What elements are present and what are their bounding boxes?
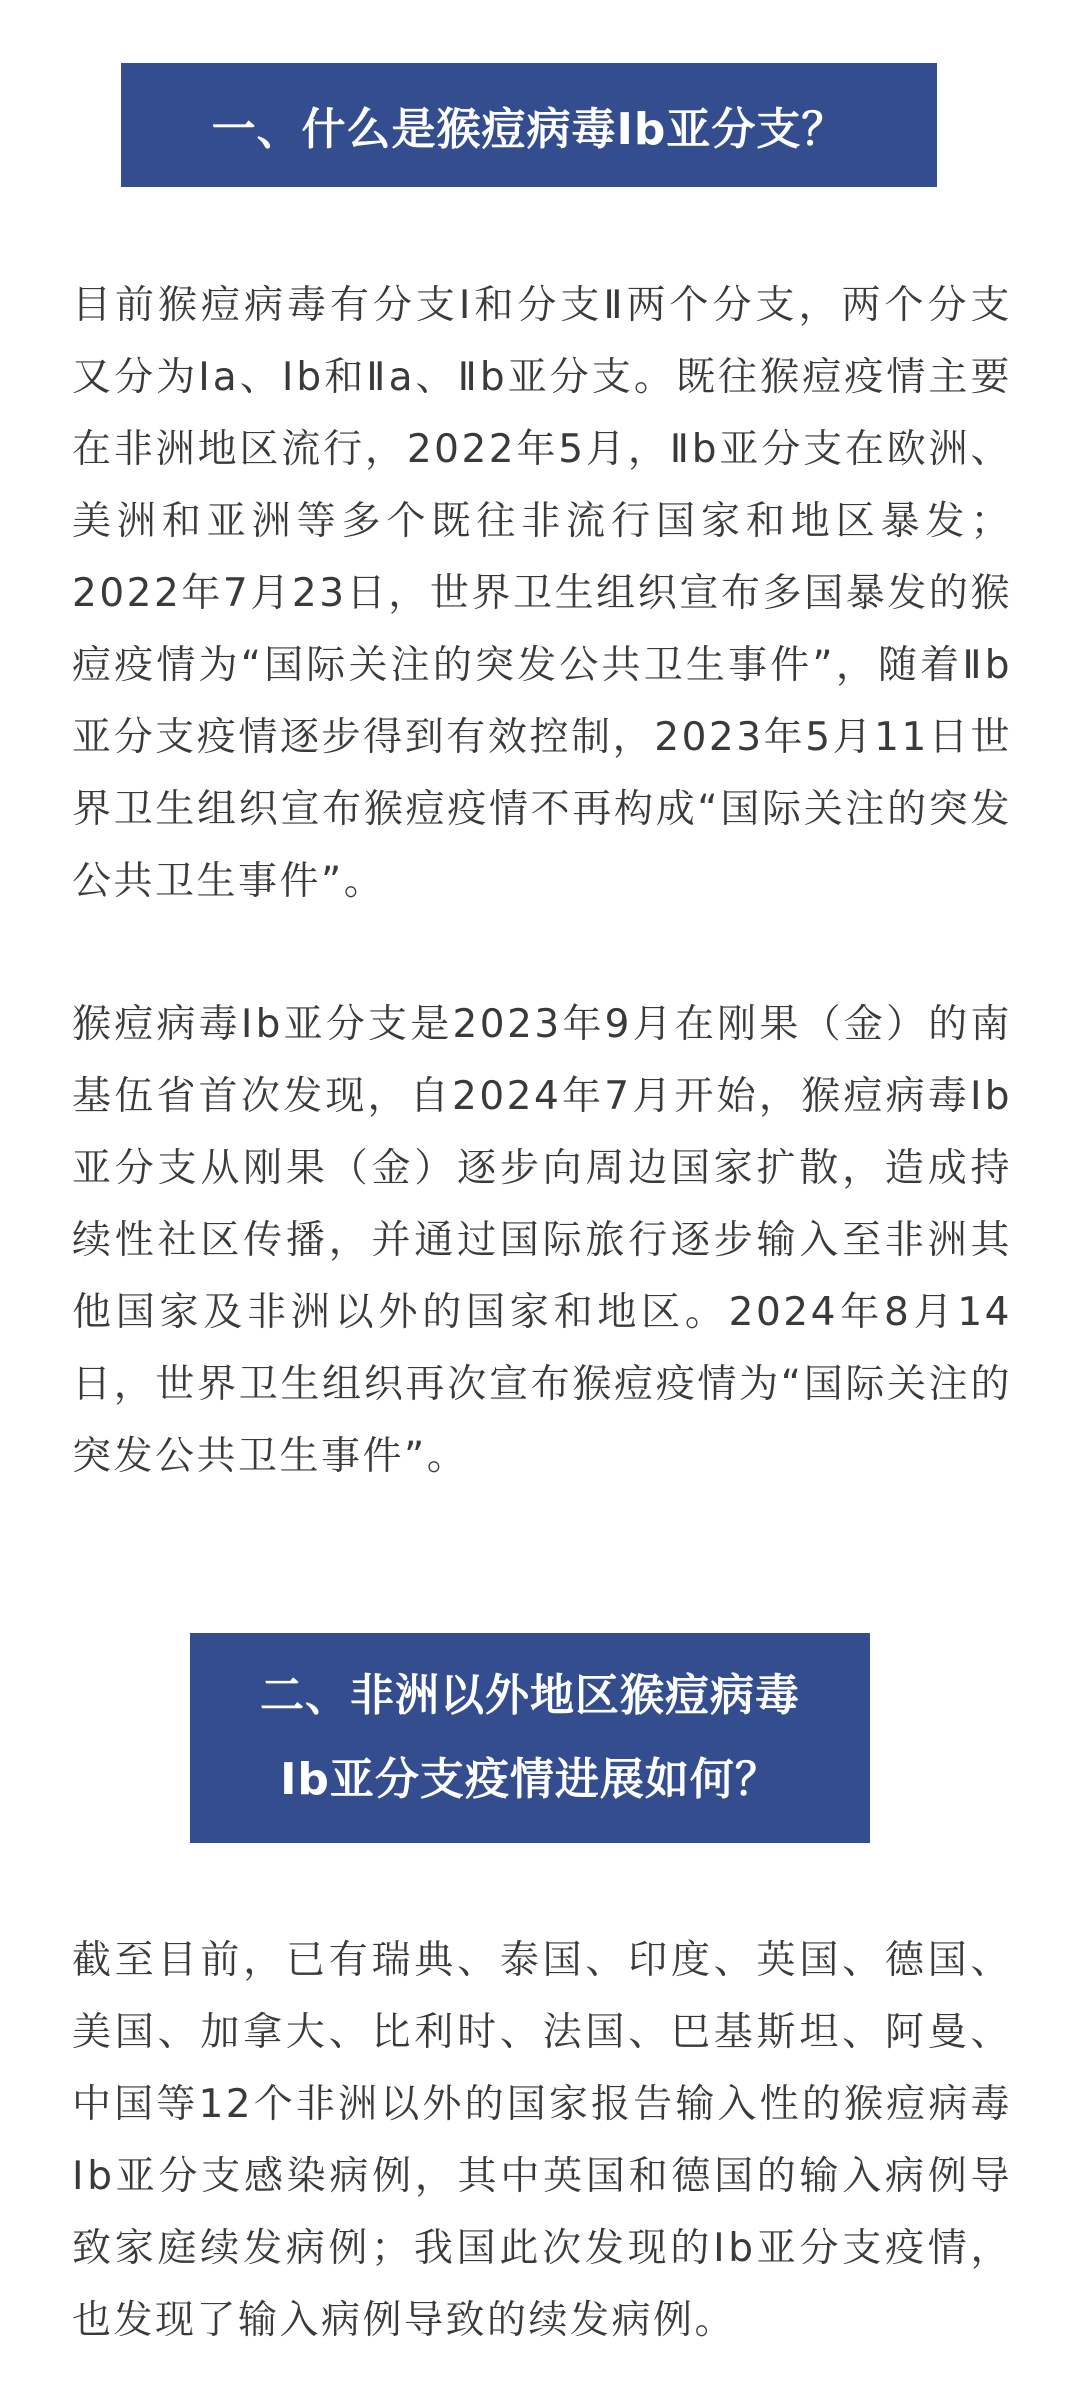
section-heading-2-line-1: 二、非洲以外地区猴痘病毒 bbox=[260, 1670, 800, 1721]
section-heading-1-text: 一、什么是猴痘病毒Ⅰb亚分支？ bbox=[211, 104, 847, 155]
section-heading-2-line-2: Ⅰb亚分支疫情进展如何？ bbox=[280, 1754, 780, 1805]
section-2-paragraph-1: 截至目前，已有瑞典、泰国、印度、英国、德国、美国、加拿大、比利时、法国、巴基斯坦、阿曼、中国等12个非洲以外的国家报告输入性的猴痘病毒Ⅰb亚分支感染病例，其中英国和德国的输入病例导致家庭续发病例；我国此次发现的Ⅰb亚分支疫情，也发现了输入病例导致的续发病例。 bbox=[72, 1938, 1012, 2343]
section-1-paragraph-2: 猴痘病毒Ⅰb亚分支是2023年9月在刚果（金）的南基伍省首次发现，自2024年7月开始，猴痘病毒Ⅰb亚分支从刚果（金）逐步向周边国家扩散，造成持续性社区传播，并通过国际旅行逐步输入至非洲其他国家及非洲以外的国家和地区。2024年8月14日，世界卫生组织再次宣布猴痘疫情为“国际关注的突发公共卫生事件”。 bbox=[72, 1002, 1012, 1479]
section-heading-2 bbox=[190, 1633, 870, 1843]
section-1-paragraph-1: 目前猴痘病毒有分支Ⅰ和分支Ⅱ两个分支，两个分支又分为Ⅰa、Ⅰb和Ⅱa、Ⅱb亚分支。既往猴痘疫情主要在非洲地区流行，2022年5月，Ⅱb亚分支在欧洲、美洲和亚洲等多个既往非流行国家和地区暴发；2022年7月23日，世界卫生组织宣布多国暴发的猴痘疫情为“国际关注的突发公共卫生事件”，随着Ⅱb亚分支疫情逐步得到有效控制，2023年5月11日世界卫生组织宣布猴痘疫情不再构成“国际关注的突发公共卫生事件”。 bbox=[72, 283, 1012, 904]
section-heading-1 bbox=[121, 63, 937, 187]
